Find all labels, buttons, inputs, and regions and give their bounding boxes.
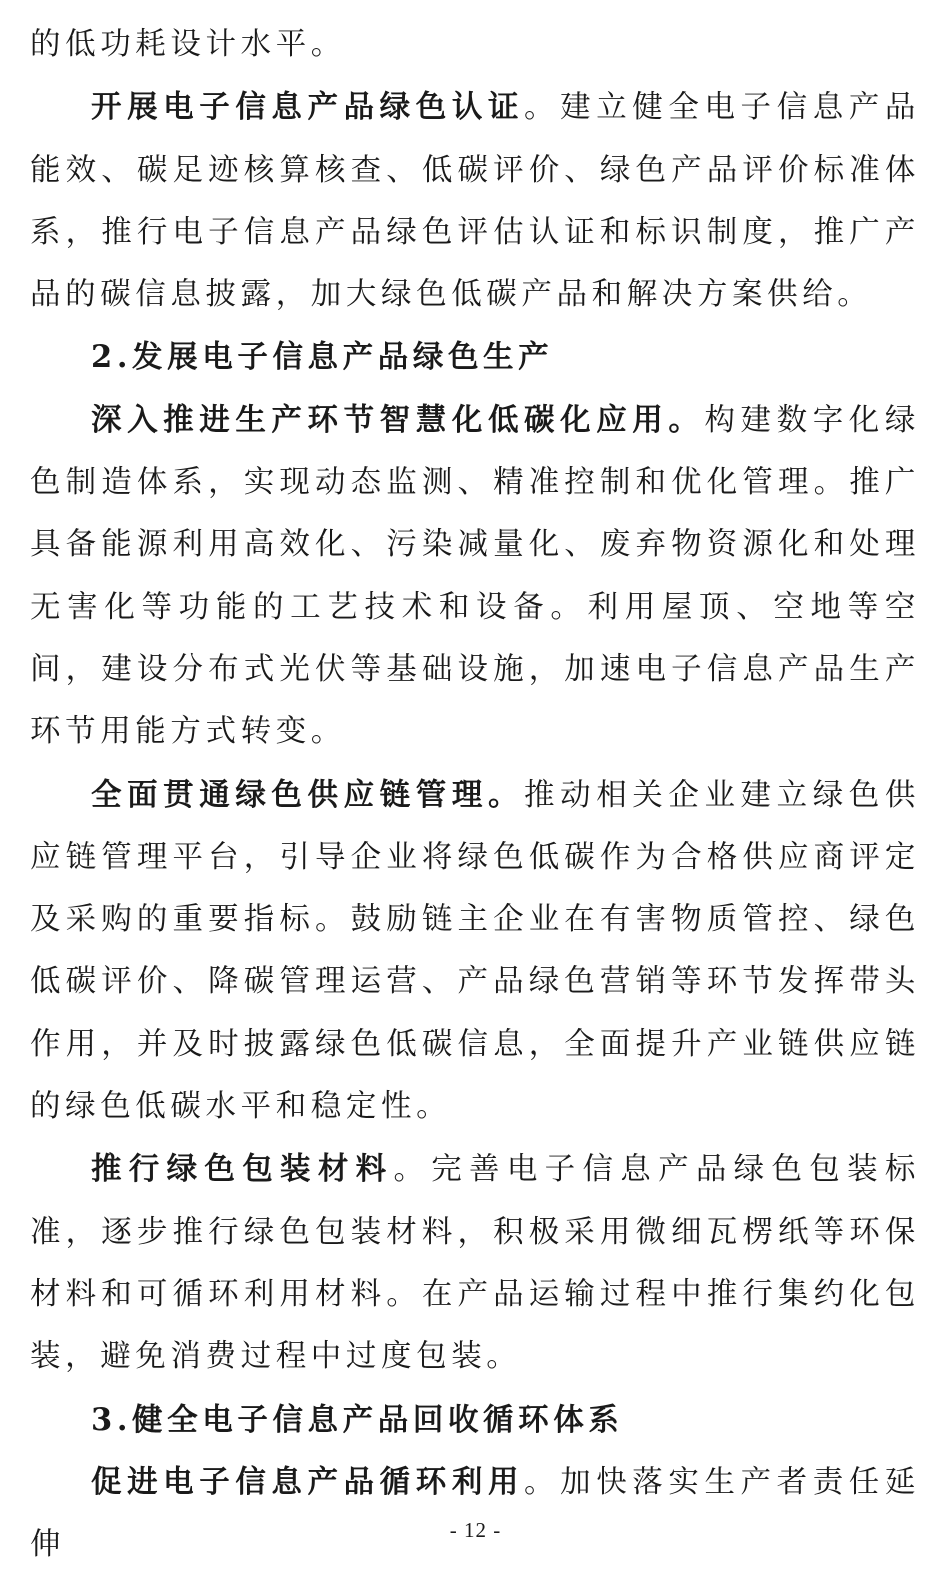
paragraph-green-supply-chain (30, 764, 920, 1139)
paragraph-lead: 全面贯通绿色供应链管理。 (91, 776, 525, 813)
continued-paragraph (30, 14, 920, 76)
paragraph-smart-low-carbon (30, 389, 920, 764)
paragraph-lead: 促进电子信息产品循环利用 (91, 1463, 525, 1500)
section-heading-green-production: 2.发展电子信息产品绿色生产 (91, 339, 554, 376)
paragraph-text: 。建立健全电子信息产品能效、碳足迹核算核查、低碳评价、绿色产品评价标准体系，推行电子信息产品绿色评估认证和标识制度，推广产品的碳信息披露，加大绿色低碳产品和解决方案供给。 (30, 90, 920, 313)
paragraph-lead: 推行绿色包装材料 (91, 1151, 394, 1188)
paragraph-green-certification (30, 76, 920, 326)
paragraph-text: 。完善电子信息产品绿色包装标准，逐步推行绿色包装材料，积极采用微细瓦楞纸等环保材料和可循环利用材料。在产品运输过程中推行集约化包装，避免消费过程中过度包装。 (30, 1152, 920, 1375)
document-body (30, 14, 920, 1576)
paragraph-text: 推动相关企业建立绿色供应链管理平台，引导企业将绿色低碳作为合格供应商评定及采购的重要指标。鼓励链主企业在有害物质管控、绿色低碳评价、降碳管理运营、产品绿色营销等环节发挥带头作用，并及时披露绿色低碳信息，全面提升产业链供应链的绿色低碳水平和稳定性。 (30, 777, 920, 1125)
paragraph-text: 构建数字化绿色制造体系，实现动态监测、精准控制和优化管理。推广具备能源利用高效化、污染减量化、废弃物资源化和处理无害化等功能的工艺技术和设备。利用屋顶、空地等空间，建设分布式光伏等基础设施，加速电子信息产品生产环节用能方式转变。 (30, 402, 920, 750)
paragraph-lead: 开展电子信息产品绿色认证 (91, 89, 525, 126)
page-number: - 12 - (449, 1518, 502, 1542)
paragraph-text: 。加快落实生产者责任延伸 (30, 1464, 920, 1563)
paragraph-recycling (30, 1451, 920, 1576)
paragraph-green-packaging (30, 1138, 920, 1388)
paragraph-lead: 深入推进生产环节智慧化低碳化应用。 (91, 401, 705, 438)
paragraph-text: 的低功耗设计水平。 (30, 27, 346, 62)
section-heading-recycling-system: 3.健全电子信息产品回收循环体系 (91, 1401, 624, 1438)
